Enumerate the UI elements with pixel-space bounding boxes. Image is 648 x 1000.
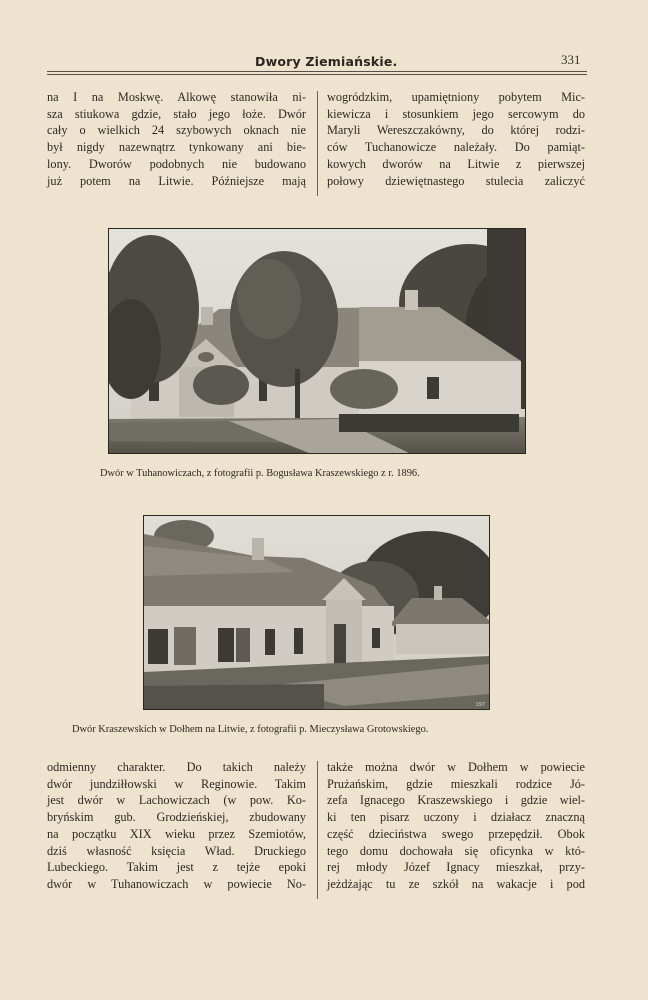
text-line: bryńskim gub. Grodzieńskiej, zbudowany xyxy=(47,810,306,825)
text-line: ców Tuchanowicze należały. Do pamiąt- xyxy=(327,140,585,155)
running-header-title: Dwory Ziemiańskie. xyxy=(255,54,398,69)
text-line: dwór w Tuhanowiczach w powiecie No- xyxy=(47,876,306,891)
photo-dolhe-manor xyxy=(143,515,490,710)
photo-dolhe-illustration xyxy=(144,516,489,709)
text-line: już potem na Litwie. Późniejsze mają xyxy=(47,173,306,188)
text-line: także można dwór w Dołhem w powiecie xyxy=(327,760,585,774)
photo-tuhanowicze-manor xyxy=(108,228,526,454)
figure-caption-tuhanowicze: Dwór w Tuhanowiczach, z fotografii p. Bogusława Kraszewskiego z r. 1896. xyxy=(100,468,420,479)
text-line: cały o wielkich 24 szybowych oknach nie xyxy=(47,123,306,138)
text-line: dwór jundziłłowski w Reginowie. Takim xyxy=(47,776,306,791)
text-line: jest dwór w Lachowiczach (w pow. Ko- xyxy=(47,793,306,808)
text-line: lony. Dworów podobnych nie budowano xyxy=(47,156,306,171)
page-number: 331 xyxy=(561,52,581,67)
header-double-rule xyxy=(47,71,587,75)
text-line: Maryli Wereszczakówny, do której rodzi- xyxy=(327,123,585,138)
text-line: dziś własność księcia Wład. Druckiego xyxy=(47,843,306,858)
figure-caption-dolhe: Dwór Kraszewskich w Dołhem na Litwie, z fotografii p. Mieczysława Grotowskiego. xyxy=(72,724,429,735)
bottom-right-column xyxy=(327,759,585,893)
top-right-column xyxy=(327,89,585,189)
text-line: na I na Moskwę. Alkowę stanowiła ni- xyxy=(47,90,306,104)
text-line: połowy dziewiętnastego stulecia zaliczyć xyxy=(327,173,585,188)
column-divider-bottom xyxy=(317,761,318,899)
top-left-column xyxy=(47,89,306,189)
text-line: odmienny charakter. Do takich należy xyxy=(47,760,306,774)
text-line: kiewicza i stosunkiem jego sercowym do xyxy=(327,106,585,121)
column-divider-top xyxy=(317,91,318,196)
photo-tuhanowicze-illustration xyxy=(109,229,525,453)
text-line: był nigdy nazewnątrz tynkowany ani bie- xyxy=(47,140,306,155)
text-line: zefa Ignacego Kraszewskiego i gdzie wiel- xyxy=(327,793,585,808)
text-line: sza stiukowa gdzie, stało jego łoże. Dwór xyxy=(47,106,306,121)
text-line: kowych dworów na Litwie z pierwszej xyxy=(327,156,585,171)
text-line: Lubeckiego. Takim jest z tejże epoki xyxy=(47,860,306,875)
text-line: Prużańskim, gdzie mieszkali rodzice Jó- xyxy=(327,776,585,791)
text-line: część dzieciństwa swego przepędził. Obok xyxy=(327,826,585,841)
text-line: tego domu dochowała się oficynka w któ- xyxy=(327,843,585,858)
text-line: rej młody Józef Ignacy mieszkał, przy- xyxy=(327,860,585,875)
text-line: na początku XIX wieku przez Szemiotów, xyxy=(47,826,306,841)
text-line: jeżdżając tu ze szkół na wakacje i pod xyxy=(327,876,585,891)
bottom-left-column xyxy=(47,759,306,893)
text-line: ki ten pisarz uczony i działacz znaczną xyxy=(327,810,585,825)
photo-plate-mark: 197 xyxy=(475,702,485,708)
text-line: wogródzkim, upamiętniony pobytem Mic- xyxy=(327,90,585,104)
